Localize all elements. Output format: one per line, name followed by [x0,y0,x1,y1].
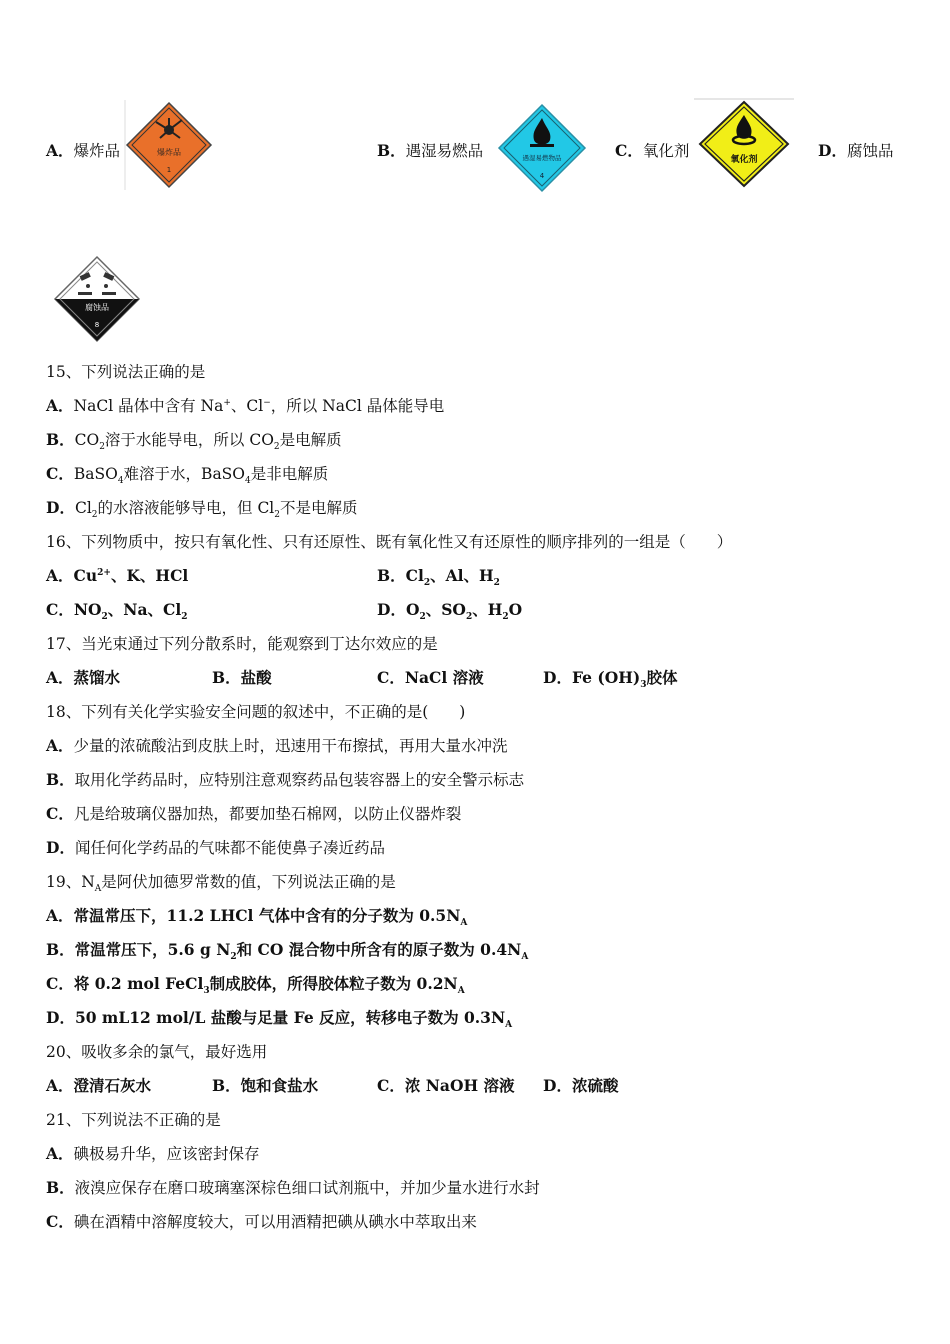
q20-option-a: A．澄清石灰水 [46,1076,152,1095]
option-letter: A． [46,141,74,160]
sign-label: 腐蚀品 [85,303,109,312]
q16-option-b: B．$Cl_2$、Al、$H_2$ [377,566,500,589]
q21-option-c: C．碘在酒精中溶解度较大，可以用酒精把碘从碘水中萃取出来 [46,1212,477,1231]
question-17-stem: 17、当光束通过下列分散系时，能观察到丁达尔效应的是 [46,635,438,653]
q18-option-b: B．取用化学药品时，应特别注意观察药品包装容器上的安全警示标志 [46,770,525,789]
q19-option-a: A．常温常压下，11.2 LHCl 气体中含有的分子数为 $0.5N_A$ [46,906,468,929]
option-b-water-reactive [377,139,483,161]
option-c-oxidizer [615,139,689,161]
q19-option-c: C．将 0.2 mol FeCl$_3$制成胶体，所得胶体粒子数为 $0.2N_A$ [46,974,465,997]
sign-number: 4 [539,172,545,180]
q17-option-b: B．盐酸 [212,668,272,687]
sign-number: 8 [94,321,100,329]
q18-option-c: C．凡是给玻璃仪器加热，都要加垫石棉网，以防止仪器炸裂 [46,804,462,823]
option-text: 氧化剂 [642,142,690,160]
oxidizer-sign-icon [694,98,794,190]
sign-diamond [127,103,211,187]
question-15-stem: 15、下列说法正确的是 [46,363,206,381]
q19-option-d: D．50 mL12 mol/L 盐酸与足量 Fe 反应，转移电子数为 $0.3N_A$ [46,1008,513,1031]
water-reactive-sign-icon [496,102,588,194]
q15-option-c: C．BaSO$_4$难溶于水，BaSO$_4$是非电解质 [46,464,329,487]
q20-option-b: B．饱和食盐水 [212,1076,319,1095]
q18-option-d: D．闻任何化学药品的气味都不能使鼻子凑近药品 [46,838,385,857]
q16-option-d: D．$O_2$、$SO_2$、$H_2O$ [377,600,523,623]
sign-label: 爆炸品 [157,148,181,157]
q20-option-c: C．浓 NaOH 溶液 [377,1076,515,1095]
q15-option-a: A．NaCl 晶体中含有 Na+、Cl−，所以 NaCl 晶体能导电 [46,396,445,415]
q16-option-a: A．$Cu^{2+}$、K、HCl [46,566,189,585]
question-19-stem: 19、$N_A$是阿伏加德罗常数的值，下列说法正确的是 [46,873,396,895]
option-text: 腐蚀品 [846,142,894,160]
sign-label: 氧化剂 [730,155,758,165]
question-20-stem: 20、吸收多余的氯气，最好选用 [46,1043,268,1061]
option-text: 爆炸品 [73,142,121,160]
explosive-sign-icon [124,100,214,190]
q18-option-a: A．少量的浓硫酸沾到皮肤上时，迅速用干布擦拭，再用大量水冲洗 [46,736,508,755]
sign-number: 1 [166,166,172,174]
q15-option-b: B．$CO_2$溶于水能导电，所以 $CO_2$是电解质 [46,430,342,453]
q17-option-d: D．Fe $(OH)_3$胶体 [543,668,678,691]
option-letter: B． [377,141,406,160]
question-21-stem: 21、下列说法不正确的是 [46,1111,221,1129]
option-letter: C． [615,141,643,160]
question-18-stem: 18、下列有关化学实验安全问题的叙述中，不正确的是( ) [46,703,466,721]
question-16-stem: 16、下列物质中，按只有氧化性、只有还原性、既有氧化性又有还原性的顺序排列的一组是（ ） [46,533,733,551]
q19-option-b: B．常温常压下，5.6 g $N_2$和 CO 混合物中所含有的原子数为 $0.4N_A$ [46,940,529,963]
q21-option-a: A．碘极易升华，应该密封保存 [46,1144,260,1163]
option-d-corrosive [818,139,893,161]
option-text: 遇湿易燃品 [405,142,484,160]
sign-label: 遇湿易燃物品 [522,154,562,162]
q17-option-a: A．蒸馏水 [46,668,121,687]
q15-option-d: D．$Cl_2$的水溶液能够导电，但 $Cl_2$不是电解质 [46,498,358,521]
option-letter: D． [818,141,847,160]
q17-option-c: C．NaCl 溶液 [377,668,484,687]
q20-option-d: D．浓硫酸 [543,1076,619,1095]
q21-option-b: B．液溴应保存在磨口玻璃塞深棕色细口试剂瓶中，并加少量水进行水封 [46,1178,540,1197]
q16-option-c: C．$NO_2$、Na、$Cl_2$ [46,600,188,623]
corrosive-sign-icon [52,254,142,344]
option-a-explosive [46,139,120,161]
